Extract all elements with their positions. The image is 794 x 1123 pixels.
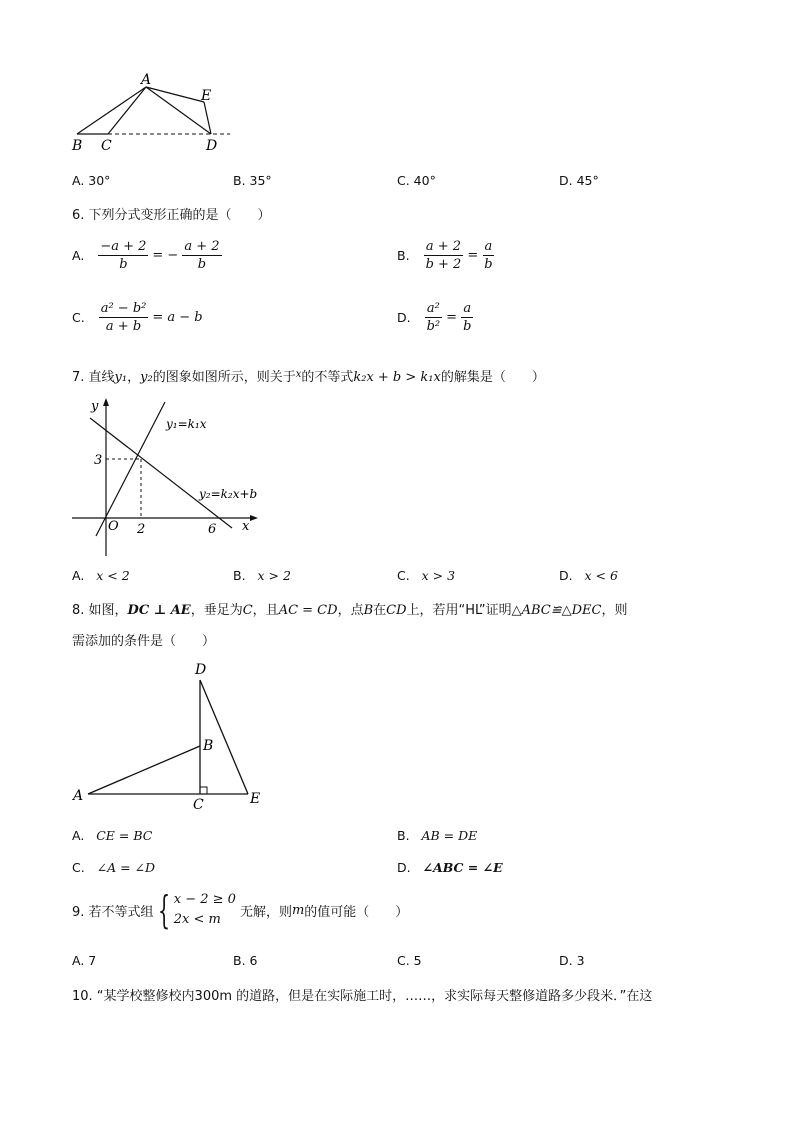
q5-option-a[interactable]: A. 30° — [72, 173, 111, 188]
label-A: A — [141, 72, 152, 88]
label-C: C — [101, 138, 112, 154]
figure-q8 — [68, 660, 278, 815]
graph-x-axis-label: x — [242, 519, 250, 534]
q7-option-c[interactable]: C. x > 3 — [397, 568, 456, 583]
system-ineq-1: x − 2 ≥ 0 — [173, 892, 236, 907]
q9-option-d[interactable]: D. 3 — [559, 953, 585, 968]
fraction: $\frac{\text{a² − b²}}{a + b}$ — [100, 301, 147, 334]
fraction: $\frac{a + 2}{b + 2}$ — [425, 239, 462, 272]
graph-line1-label: y₁=k₁x — [166, 417, 207, 431]
q7-stem: 7. 直线y₁，y₂的图象如图所示，则关于$^x$的不等式k₂x + b > k₁x的解集是（ ） — [72, 369, 545, 385]
q6-option-a-label: A. — [72, 248, 85, 263]
q6-option-d[interactable]: D. $\frac{\text{a²}}{\text{b²}}$ = $\frac{a}{b}$ — [397, 301, 472, 334]
q9-option-c[interactable]: C. 5 — [397, 953, 422, 968]
q6-option-c[interactable]: C. $\frac{\text{a² − b²}}{a + b}$ = a − b — [72, 301, 203, 334]
q5-option-c[interactable]: C. 40° — [397, 173, 436, 188]
system-brace: { — [157, 888, 170, 932]
graph-line2-label: y₂=k₂x+b — [199, 487, 258, 501]
fig8-label-D: D — [195, 662, 207, 678]
q7-graph — [68, 396, 268, 561]
q8-option-a[interactable]: A. CE = BC — [72, 828, 153, 843]
q6-stem: 6. 下列分式变形正确的是（ ） — [72, 208, 271, 223]
q6-option-b-label: B. — [397, 248, 410, 263]
fig8-label-C: C — [193, 797, 204, 813]
q8-stem-line2: 需添加的条件是（ ） — [72, 634, 216, 649]
q9-option-b[interactable]: B. 6 — [233, 953, 258, 968]
label-D: D — [206, 138, 218, 154]
q8-stem-line1: 8. 如图，DC ⊥ AE，垂足为C，且AC = CD，点B在CD上，若用“HL”证明△ABC≌△DEC，则 — [72, 603, 628, 618]
q7-option-a[interactable]: A. x < 2 — [72, 568, 130, 583]
q9-stem: 9. 若不等式组 { x − 2 ≥ 0 2x < m 无解，则 m 的值可能（ ） — [72, 888, 409, 932]
fraction: $\frac{a}{b}$ — [463, 301, 472, 334]
fraction: $\frac{-a + 2}{b}$ — [100, 239, 147, 272]
q5-option-d[interactable]: D. 45° — [559, 173, 599, 188]
q6-option-a[interactable]: A. $\frac{-a + 2}{b}$ = − $\frac{a + 2}{b}$ — [72, 239, 220, 272]
q7-option-b[interactable]: B. x > 2 — [233, 568, 291, 583]
q8-option-d[interactable]: D. ∠ABC = ∠E — [397, 860, 503, 875]
graph-y-axis-label: y — [91, 399, 99, 414]
fraction: $\frac{\text{a²}}{\text{b²}}$ — [426, 301, 441, 334]
fig8-label-B: B — [203, 738, 214, 754]
q6-option-d-label: D. — [397, 310, 411, 325]
graph-tick-3: 3 — [94, 453, 103, 468]
graph-tick-6: 6 — [208, 522, 217, 537]
fig8-label-A: A — [73, 788, 84, 804]
figure-q5 — [68, 70, 238, 155]
label-E: E — [201, 88, 212, 104]
q5-option-b[interactable]: B. 35° — [233, 173, 272, 188]
system-ineq-2: 2x < m — [173, 912, 221, 927]
graph-tick-2: 2 — [137, 522, 146, 537]
label-B: B — [72, 138, 83, 154]
fraction: $\frac{a}{b}$ — [484, 239, 493, 272]
q6-option-b[interactable]: B. $\frac{a + 2}{b + 2}$ = $\frac{a}{b}$ — [397, 239, 493, 272]
q8-option-b[interactable]: B. AB = DE — [397, 828, 478, 843]
q8-option-c[interactable]: C. ∠A = ∠D — [72, 860, 156, 875]
q10-stem: 10. “某学校整修校内300m 的道路，但是在实际施工时，……，求实际每天整修道路多少段米．”在这 — [72, 989, 653, 1004]
fig8-label-E: E — [250, 791, 261, 807]
q6-option-c-label: C. — [72, 310, 85, 325]
graph-origin-label: O — [108, 519, 119, 534]
q9-option-a[interactable]: A. 7 — [72, 953, 97, 968]
fraction: $\frac{a + 2}{b}$ — [184, 239, 220, 272]
q7-option-d[interactable]: D. x < 6 — [559, 568, 618, 583]
